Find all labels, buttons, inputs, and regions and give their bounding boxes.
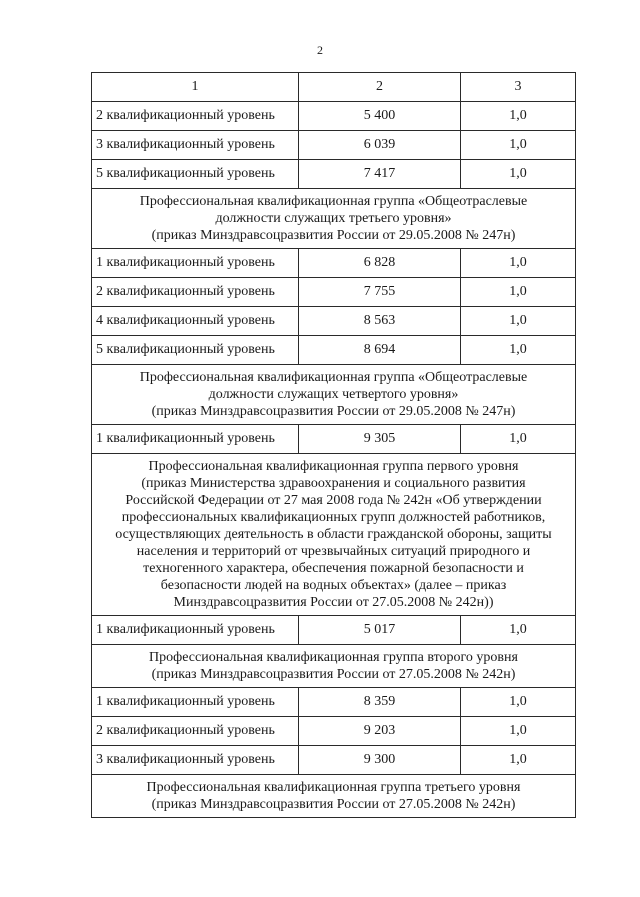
salary-value: 8 563 (299, 307, 461, 336)
qualification-level-row (92, 616, 576, 645)
coefficient-value: 1,0 (461, 688, 576, 717)
group-title-line: (приказ Минздравсоцразвития России от 27.05.2008 № 242н) (151, 797, 516, 812)
group-title (92, 365, 576, 425)
group-title (92, 189, 576, 249)
group-title-line: техногенного характера, обеспечения пожарной безопасности и (143, 561, 524, 576)
level-label: 2 квалификационный уровень (92, 278, 299, 307)
coefficient-value: 1,0 (461, 131, 576, 160)
level-label: 1 квалификационный уровень (92, 688, 299, 717)
group-title-line: должности служащих четвертого уровня» (208, 387, 459, 402)
coefficient-value: 1,0 (461, 102, 576, 131)
salary-value: 7 417 (299, 160, 461, 189)
group-title-line: Профессиональная квалификационная группа первого уровня (148, 459, 519, 474)
group-title-line: осуществляющих деятельность в области гражданской обороны, защиты (115, 527, 552, 542)
coefficient-value: 1,0 (461, 249, 576, 278)
qualification-group-row (92, 189, 576, 249)
coefficient-value: 1,0 (461, 746, 576, 775)
salary-value: 8 694 (299, 336, 461, 365)
group-title-line: населения и территорий от чрезвычайных ситуаций природного и (136, 544, 531, 559)
column-header-1: 1 (92, 73, 299, 102)
coefficient-value: 1,0 (461, 307, 576, 336)
qualification-level-row (92, 307, 576, 336)
qualification-group-row (92, 365, 576, 425)
qualification-level-row (92, 102, 576, 131)
group-title-line: Профессиональная квалификационная группа «Общеотраслевые (139, 370, 528, 385)
salary-value: 7 755 (299, 278, 461, 307)
coefficient-value: 1,0 (461, 425, 576, 454)
qualification-level-row (92, 746, 576, 775)
level-label: 4 квалификационный уровень (92, 307, 299, 336)
coefficient-value: 1,0 (461, 616, 576, 645)
group-title (92, 775, 576, 818)
group-title-line: Профессиональная квалификационная группа «Общеотраслевые (139, 194, 528, 209)
group-title-line: профессиональных квалификационных групп должностей работников, (121, 510, 546, 525)
level-label: 1 квалификационный уровень (92, 249, 299, 278)
qualification-level-row (92, 688, 576, 717)
salary-value: 6 039 (299, 131, 461, 160)
group-title-line: Профессиональная квалификационная группа второго уровня (149, 650, 518, 665)
group-title-line: безопасности людей на водных объектах» (далее – приказ (160, 578, 507, 593)
level-label: 5 квалификационный уровень (92, 336, 299, 365)
salary-table (91, 72, 576, 818)
coefficient-value: 1,0 (461, 160, 576, 189)
group-title-line: должности служащих третьего уровня» (215, 211, 452, 226)
table-header-row (92, 73, 576, 102)
coefficient-value: 1,0 (461, 717, 576, 746)
group-title-line: (приказ Минздравсоцразвития России от 27.05.2008 № 242н) (151, 667, 516, 682)
page-number: 2 (317, 43, 323, 57)
level-label: 1 квалификационный уровень (92, 616, 299, 645)
group-title-line: (приказ Минздравсоцразвития России от 29.05.2008 № 247н) (151, 404, 516, 419)
qualification-level-row (92, 717, 576, 746)
level-label: 1 квалификационный уровень (92, 425, 299, 454)
group-title-line: Российской Федерации от 27 мая 2008 года № 242н «Об утверждении (125, 493, 542, 508)
column-header-3: 3 (461, 73, 576, 102)
level-label: 3 квалификационный уровень (92, 131, 299, 160)
group-title-line: Минздравсоцразвития России от 27.05.2008 № 242н)) (173, 595, 494, 610)
coefficient-value: 1,0 (461, 278, 576, 307)
qualification-level-row (92, 425, 576, 454)
salary-value: 5 017 (299, 616, 461, 645)
coefficient-value: 1,0 (461, 336, 576, 365)
group-title (92, 645, 576, 688)
level-label: 5 квалификационный уровень (92, 160, 299, 189)
level-label: 2 квалификационный уровень (92, 102, 299, 131)
qualification-level-row (92, 160, 576, 189)
group-title (92, 454, 576, 616)
level-label: 2 квалификационный уровень (92, 717, 299, 746)
salary-value: 5 400 (299, 102, 461, 131)
level-label: 3 квалификационный уровень (92, 746, 299, 775)
column-header-2: 2 (299, 73, 461, 102)
table-body (92, 73, 576, 818)
salary-value: 9 203 (299, 717, 461, 746)
salary-value: 8 359 (299, 688, 461, 717)
group-title-line: (приказ Министерства здравоохранения и социального развития (141, 476, 526, 491)
qualification-level-row (92, 131, 576, 160)
qualification-group-row (92, 454, 576, 616)
group-title-line: Профессиональная квалификационная группа третьего уровня (146, 780, 521, 795)
qualification-group-row (92, 645, 576, 688)
qualification-group-row (92, 775, 576, 818)
qualification-level-row (92, 249, 576, 278)
qualification-level-row (92, 278, 576, 307)
salary-value: 6 828 (299, 249, 461, 278)
salary-value: 9 305 (299, 425, 461, 454)
salary-value: 9 300 (299, 746, 461, 775)
group-title-line: (приказ Минздравсоцразвития России от 29.05.2008 № 247н) (151, 228, 516, 243)
qualification-level-row (92, 336, 576, 365)
